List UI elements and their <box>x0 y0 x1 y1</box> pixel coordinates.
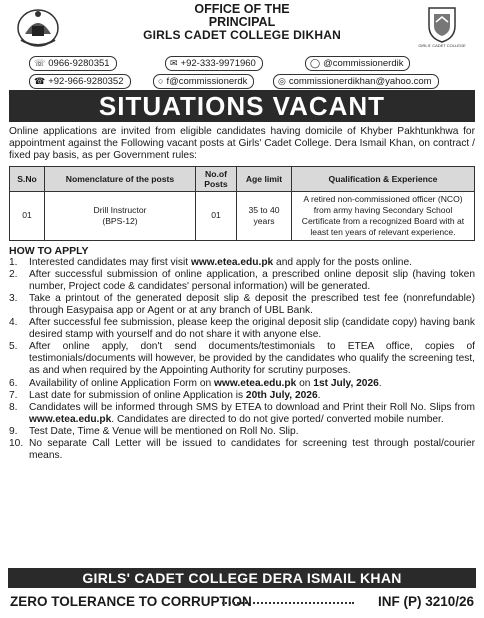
col-age: Age limit <box>237 166 292 191</box>
step-number: 3. <box>9 292 18 304</box>
divider <box>222 602 354 604</box>
step-text: No separate Call Letter will be issued to candidates for screening test through postal/courier means. <box>29 438 475 462</box>
phone-number: 0966-9280351 <box>48 58 110 69</box>
step-text: Take a printout of the generated deposit slip & deposit the prescribed test fee (nonrefundable) through Easypaisa app or Agent or at any branch of UBL Bank. <box>29 292 475 316</box>
email-icon: ◎ <box>278 76 286 86</box>
fax-pill <box>29 74 131 89</box>
list-item <box>9 438 475 462</box>
facebook-pill <box>153 74 254 89</box>
step-text-end: . <box>378 377 382 389</box>
step-text-end: . Candidates are directed to do not give ported/ converted mobile number. <box>111 413 444 425</box>
slogan: ZERO TOLERANCE TO CORRUPTION <box>10 594 252 609</box>
facebook-handle: f@commissionerdk <box>166 76 248 87</box>
reference-number: INF (P) 3210/26 <box>377 594 474 609</box>
phone-pill <box>29 56 117 71</box>
fax-icon: ☎ <box>34 76 46 86</box>
col-sno: S.No <box>10 166 45 191</box>
college-crest-icon <box>418 4 466 50</box>
step-number: 4. <box>9 317 18 329</box>
step-text-end: . <box>317 389 321 401</box>
col-posts: No.of Posts <box>196 166 237 191</box>
contacts <box>5 52 479 90</box>
step-text: After successful submission of online application, a prescribed online deposit slip (having token number, Project code & candidates' personal information) will be generated. <box>29 268 475 292</box>
phone-icon: ☏ <box>34 58 46 68</box>
step-number: 1. <box>9 256 18 268</box>
list-item <box>9 293 475 317</box>
step-number: 8. <box>9 401 18 413</box>
college-footer-banner: GIRLS' CADET COLLEGE DERA ISMAIL KHAN <box>8 568 476 588</box>
step-link[interactable]: www.etea.edu.pk <box>190 256 274 268</box>
step-text: Availability of online Application Form on <box>29 377 214 389</box>
crest-text: GIRLS' CADET COLLEGE <box>418 43 466 48</box>
table-row <box>10 191 475 240</box>
post-scale: (BPS-12) <box>102 215 138 226</box>
step-text: Last date for submission of online Application is <box>29 389 246 401</box>
step-number: 2. <box>9 268 18 280</box>
header <box>5 0 479 52</box>
step-text: Interested candidates may first visit <box>29 256 191 268</box>
list-item <box>9 402 475 426</box>
steps-list <box>5 257 479 463</box>
office-heading <box>5 3 479 42</box>
heading-line-2: PRINCIPAL <box>208 15 276 29</box>
step-date: 1st July, 2026 <box>313 377 379 389</box>
intro-paragraph: Online applications are invited from eligible candidates having domicile of Khyber Pakhtunkhwa for appointment against the Following vacant posts at Girls' Cadet College. Dera Ismail Khan, on contract / fixed pay basis, as per Government rules: <box>9 126 475 162</box>
post-name: Drill Instructor <box>93 204 147 215</box>
mobile-pill <box>165 56 263 71</box>
instagram-icon: ◯ <box>310 58 321 68</box>
list-item <box>9 269 475 293</box>
table-header-row <box>10 166 475 191</box>
cell-sno: 01 <box>10 191 45 240</box>
situations-vacant-banner: SITUATIONS VACANT <box>9 90 475 122</box>
step-number: 9. <box>9 425 18 437</box>
list-item <box>9 341 475 377</box>
step-text: After online apply, don't send documents/testimonials to ETEA office, copies of testimonials/documents will however, be provided by the candidates who qualify the screening test, as and when required by the Appointing Authority for scrutiny purposes. <box>29 341 475 377</box>
email-pill <box>273 74 439 89</box>
list-item <box>9 257 475 269</box>
col-qualification: Qualification & Experience <box>292 166 475 191</box>
facebook-icon: ○ <box>158 76 164 86</box>
cell-posts: 01 <box>196 191 237 240</box>
instagram-handle: @commissionerdik <box>323 58 404 69</box>
cell-qualification: A retired non-commissioned officer (NCO) from army having Secondary School Certificate from a recognized Board with at least ten years of relevant experience. <box>292 191 475 240</box>
instagram-pill <box>305 56 410 71</box>
email-address: commissionerdikhan@yahoo.com <box>288 76 432 87</box>
cell-post <box>45 191 196 240</box>
list-item <box>9 378 475 390</box>
step-text: Candidates will be informed through SMS by ETEA to download and Print their Roll No. Slips from <box>29 401 475 413</box>
step-link[interactable]: www.etea.edu.pk <box>29 413 112 425</box>
heading-line-3: GIRLS CADET COLLEGE DIKHAN <box>143 28 341 42</box>
fax-number: +92-966-9280352 <box>48 76 124 87</box>
how-to-apply-heading: HOW TO APPLY <box>9 244 89 257</box>
step-number: 6. <box>9 377 18 389</box>
list-item <box>9 426 475 438</box>
cell-age: 35 to 40 years <box>237 191 292 240</box>
step-date: 20th July, 2026 <box>245 389 318 401</box>
posts-table <box>9 166 475 241</box>
col-post: Nomenclature of the posts <box>45 166 196 191</box>
mobile-number: +92-333-9971960 <box>180 58 256 69</box>
step-number: 10. <box>9 438 24 450</box>
step-text: After successful fee submission, please keep the original deposit slip (candidate copy) having bank desired stamp with yourself and do not share it with anyone else. <box>29 317 475 341</box>
step-text-end: and apply for the posts online. <box>273 256 412 268</box>
list-item <box>9 317 475 341</box>
list-item <box>9 390 475 402</box>
step-number: 5. <box>9 341 18 353</box>
step-text-mid: on <box>296 377 314 389</box>
heading-line-1: OFFICE OF THE <box>194 2 290 16</box>
step-link[interactable]: www.etea.edu.pk <box>214 377 297 389</box>
step-text: Test Date, Time & Venue will be mentioned on Roll No. Slip. <box>29 425 299 437</box>
mobile-icon: ✉ <box>170 58 178 68</box>
step-number: 7. <box>9 389 18 401</box>
